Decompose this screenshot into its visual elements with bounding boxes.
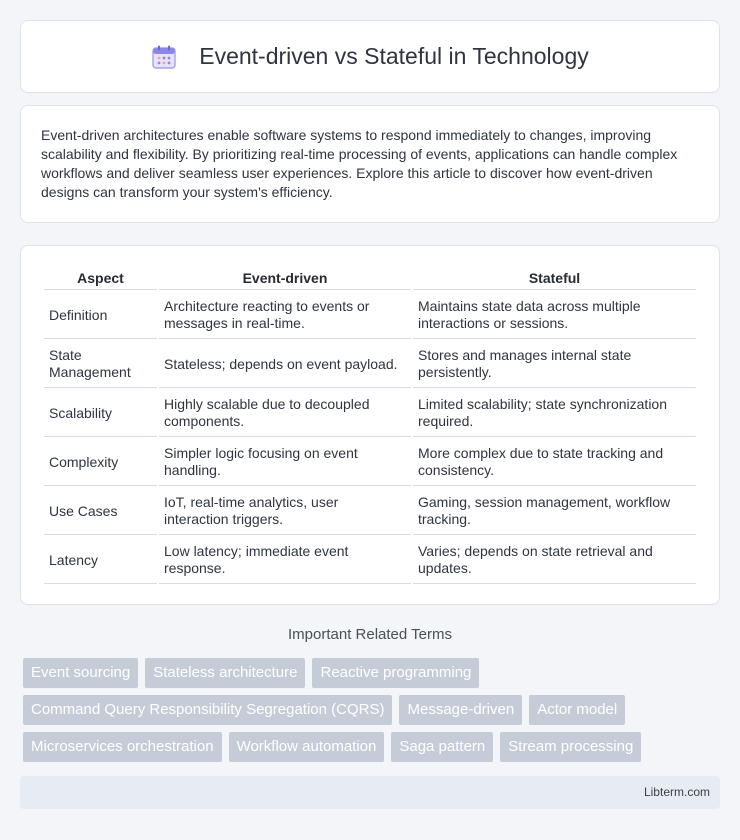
tag-row <box>23 695 723 725</box>
page-title <box>151 43 589 70</box>
tag-workflow-automation[interactable]: Workflow automation <box>229 732 385 762</box>
header-aspect: Aspect <box>44 268 157 290</box>
tag-row <box>23 732 723 762</box>
row-aspect: Definition <box>44 292 157 339</box>
row-aspect: Latency <box>44 537 157 584</box>
tag-saga-pattern[interactable]: Saga pattern <box>391 732 493 762</box>
table-row <box>44 341 696 388</box>
tag-message-driven[interactable]: Message-driven <box>399 695 522 725</box>
tag-reactive-programming[interactable]: Reactive programming <box>312 658 479 688</box>
table-header-row <box>44 268 696 290</box>
row-stateful: Varies; depends on state retrieval and updates. <box>413 537 696 584</box>
row-aspect: Scalability <box>44 390 157 437</box>
row-stateful: Gaming, session management, workflow tracking. <box>413 488 696 535</box>
comparison-table <box>42 266 698 586</box>
row-stateful: Limited scalability; state synchronization required. <box>413 390 696 437</box>
header-stateful: Stateful <box>413 268 696 290</box>
table-row <box>44 488 696 535</box>
row-stateful: Stores and manages internal state persistently. <box>413 341 696 388</box>
row-event-driven: Low latency; immediate event response. <box>159 537 411 584</box>
row-event-driven: IoT, real-time analytics, user interaction triggers. <box>159 488 411 535</box>
row-stateful: More complex due to state tracking and consistency. <box>413 439 696 486</box>
row-event-driven: Architecture reacting to events or messages in real-time. <box>159 292 411 339</box>
row-aspect: Use Cases <box>44 488 157 535</box>
footer-site-link[interactable]: Libterm.com <box>643 785 710 799</box>
intro-text: Event-driven architectures enable software systems to respond immediately to changes, improving scalability and flexibility. By prioritizing real-time processing of events, applications can handle complex workflows and deliver seamless user experiences. Explore this article to discover how event-driven designs can transform your system's efficiency. <box>41 127 678 200</box>
footer <box>20 776 720 809</box>
tag-actor-model[interactable]: Actor model <box>529 695 625 725</box>
row-aspect: State Management <box>44 341 157 388</box>
table-row <box>44 537 696 584</box>
table-row <box>44 390 696 437</box>
comparison-card <box>20 245 720 605</box>
related-terms-title: Important Related Terms <box>288 626 452 643</box>
tag-event-sourcing[interactable]: Event sourcing <box>23 658 138 688</box>
header-event-driven: Event-driven <box>159 268 411 290</box>
tag-microservices-orchestration[interactable]: Microservices orchestration <box>23 732 222 762</box>
row-aspect: Complexity <box>44 439 157 486</box>
tag-cqrs[interactable]: Command Query Responsibility Segregation (CQRS) <box>23 695 392 725</box>
tag-stateless-architecture[interactable]: Stateless architecture <box>145 658 305 688</box>
row-stateful: Maintains state data across multiple interactions or sessions. <box>413 292 696 339</box>
table-row <box>44 439 696 486</box>
row-event-driven: Stateless; depends on event payload. <box>159 341 411 388</box>
table-row <box>44 292 696 339</box>
row-event-driven: Simpler logic focusing on event handling. <box>159 439 411 486</box>
tag-stream-processing[interactable]: Stream processing <box>500 732 641 762</box>
title-card <box>20 20 720 93</box>
tag-row <box>23 658 723 688</box>
row-event-driven: Highly scalable due to decoupled components. <box>159 390 411 437</box>
related-terms <box>23 658 723 769</box>
intro-card <box>20 105 720 223</box>
page-title-text: Event-driven vs Stateful in Technology <box>199 43 589 69</box>
calendar-icon <box>151 44 177 70</box>
